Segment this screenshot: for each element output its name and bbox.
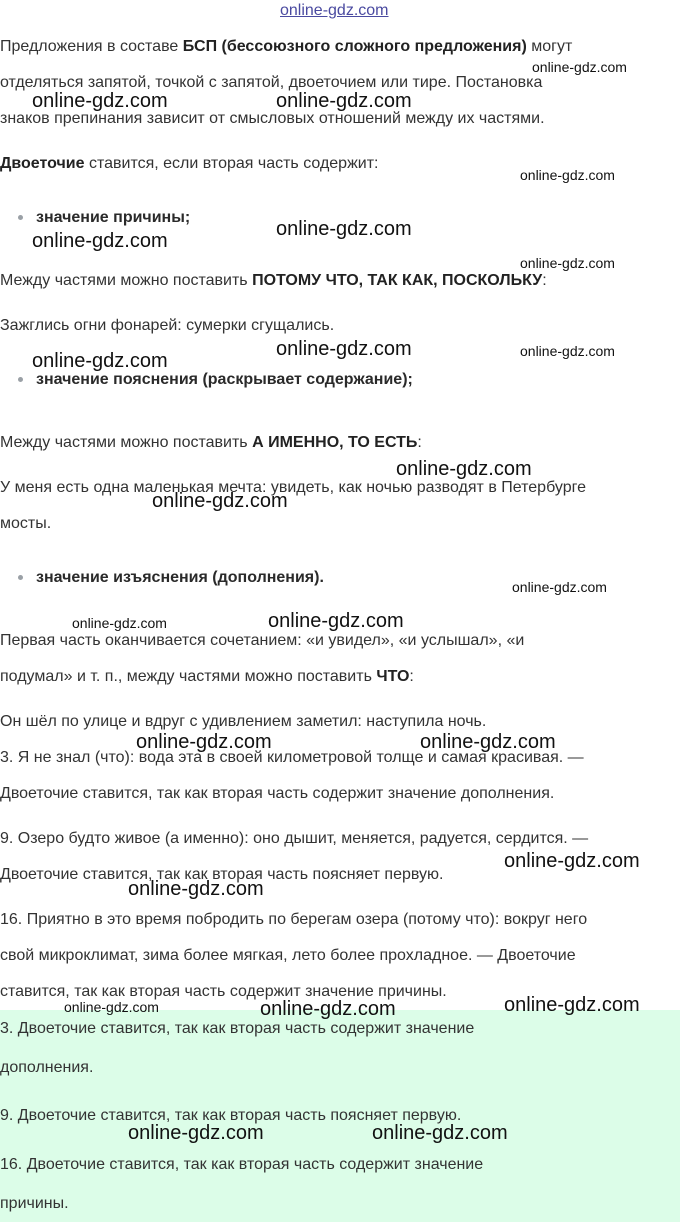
watermark: online-gdz.com xyxy=(128,878,264,900)
intro-line-2: отделяться запятой, точкой с запятой, двоеточием или тире. Постановка xyxy=(0,74,543,91)
watermark: online-gdz.com xyxy=(32,90,168,112)
complement-line-2: подумал» и т. п., между частями можно поставить ЧТО: xyxy=(0,668,414,685)
watermark: online-gdz.com xyxy=(32,350,168,372)
intro-line-3: знаков препинания зависит от смысловых отношений между их частями. xyxy=(0,110,545,127)
watermark: online-gdz.com xyxy=(420,731,556,753)
watermark: online-gdz.com xyxy=(520,167,615,183)
watermark: online-gdz.com xyxy=(268,610,404,632)
watermark: online-gdz.com xyxy=(32,230,168,252)
watermark: online-gdz.com xyxy=(512,579,607,595)
answer-16-line-1: 16. Двоеточие ставится, так как вторая часть содержит значение xyxy=(0,1156,484,1173)
colon-rule: Двоеточие ставится, если вторая часть содержит: xyxy=(0,155,379,172)
intro-line-1: Предложения в составе БСП (бессоюзного сложного предложения) могут xyxy=(0,38,573,55)
watermark: online-gdz.com xyxy=(276,90,412,112)
cause-example: Зажглись огни фонарей: сумерки сгущались. xyxy=(0,317,335,334)
bullet-dot xyxy=(18,575,23,580)
watermark: online-gdz.com xyxy=(276,218,412,240)
watermark: online-gdz.com xyxy=(504,850,640,872)
watermark: online-gdz.com xyxy=(520,255,615,271)
site-header-link[interactable]: online-gdz.com xyxy=(280,2,389,19)
watermark: online-gdz.com xyxy=(152,490,288,512)
watermark: online-gdz.com xyxy=(64,999,159,1015)
explain-rule: Между частями можно поставить А ИМЕННО, ТО ЕСТЬ: xyxy=(0,434,422,451)
explain-example-line-2: мосты. xyxy=(0,515,52,532)
answer-3-line-2: дополнения. xyxy=(0,1059,94,1076)
answer-3-line-1: 3. Двоеточие ставится, так как вторая часть содержит значение xyxy=(0,1020,475,1037)
solution-9-line-2: Двоеточие ставится, так как вторая часть поясняет первую. xyxy=(0,866,444,883)
watermark: online-gdz.com xyxy=(372,1122,508,1144)
answer-16-line-2: причины. xyxy=(0,1195,69,1212)
cause-rule: Между частями можно поставить ПОТОМУ ЧТО, ТАК КАК, ПОСКОЛЬКУ: xyxy=(0,272,547,289)
watermark: online-gdz.com xyxy=(72,615,167,631)
complement-line-1: Первая часть оканчивается сочетанием: «и увидел», «и услышал», «и xyxy=(0,632,525,649)
solution-16-line-3: ставится, так как вторая часть содержит значение причины. xyxy=(0,983,447,1000)
bullet-dot xyxy=(18,377,23,382)
solution-16-line-1: 16. Приятно в это время побродить по берегам озера (потому что): вокруг него xyxy=(0,911,588,928)
watermark: online-gdz.com xyxy=(260,998,396,1020)
watermark: online-gdz.com xyxy=(520,343,615,359)
document-page: online-gdz.com Предложения в составе БСП (бессоюзного сложного предложения) могут отделяться запятой, точкой с запятой, двоеточием или тире. Постановка знаков препинания зависит от смысловых отношений между их частями. Двоеточие ставится, если вторая часть содержит: значение причины; Между частями можно поставить ПОТОМУ ЧТО, ТАК КАК, ПОСКОЛЬКУ: Зажглись огни фонарей: сумерки сгущались. значение пояснения (раскрывает содержание); Между частями можно поставить А ИМЕННО, ТО ЕСТЬ: У меня есть одна маленькая мечта: увидеть, как ночью разводят в Петербурге мосты. значение изъяснения (дополнения). Первая часть оканчивается сочетанием: «и увидел», «и услышал», «и подумал» и т. п., между частями можно поставить ЧТО: Он шёл по улице и вдруг с удивлением заметил: наступила ночь. 3. Я не знал (что): вода эта в своей километровой толще и самая красивая. — Двоеточие ставится, так как вторая часть содержит значение дополнения. 9. Озеро будто живое (а именно): оно дышит, меняется, радуется, сердится. — Двоеточие ставится, так как вторая часть поясняет первую. 16. Приятно в это время побродить по берегам озера (потому что): вокруг него свой микроклимат, зима более мягкая, лето более прохладное. — Двоеточие ставится, так как вторая часть содержит значение причины. 3. Двоеточие ставится, так как вторая часть содержит значение дополнения. 9. Двоеточие ставится, так как вторая часть поясняет первую. 16. Двоеточие ставится, так как вторая часть содержит значение причины. online-gdz.com online-gdz.com online-gdz.com online-gdz.com online-gdz.com online-gdz.com online-gdz.com online-gdz.com online-gdz.com online-gdz.com online-gdz.com online-gdz.com online-gdz.com online-gdz.com online-gdz.com online-gdz.com online-gdz.com online-gdz.com online-gdz.com online-gdz.com online-gdz.com online-gdz.com online-gdz.com online-gdz.com xyxy=(0,0,680,1222)
solution-16-line-2: свой микроклимат, зима более мягкая, лето более прохладное. — Двоеточие xyxy=(0,947,576,964)
solution-3-line-1: 3. Я не знал (что): вода эта в своей километровой толще и самая красивая. — xyxy=(0,749,584,766)
watermark: online-gdz.com xyxy=(128,1122,264,1144)
watermark: online-gdz.com xyxy=(532,59,627,75)
watermark: online-gdz.com xyxy=(276,338,412,360)
answer-9-line-1: 9. Двоеточие ставится, так как вторая часть поясняет первую. xyxy=(0,1107,462,1124)
solution-3-line-2: Двоеточие ставится, так как вторая часть содержит значение дополнения. xyxy=(0,785,555,802)
complement-example: Он шёл по улице и вдруг с удивлением заметил: наступила ночь. xyxy=(0,713,487,730)
watermark: online-gdz.com xyxy=(136,731,272,753)
solution-9-line-1: 9. Озеро будто живое (а именно): оно дышит, меняется, радуется, сердится. — xyxy=(0,830,589,847)
bullet-dot xyxy=(18,215,23,220)
watermark: online-gdz.com xyxy=(396,458,532,480)
explain-example-line-1: У меня есть одна маленькая мечта: увидеть, как ночью разводят в Петербурге xyxy=(0,479,586,496)
watermark: online-gdz.com xyxy=(504,994,640,1016)
